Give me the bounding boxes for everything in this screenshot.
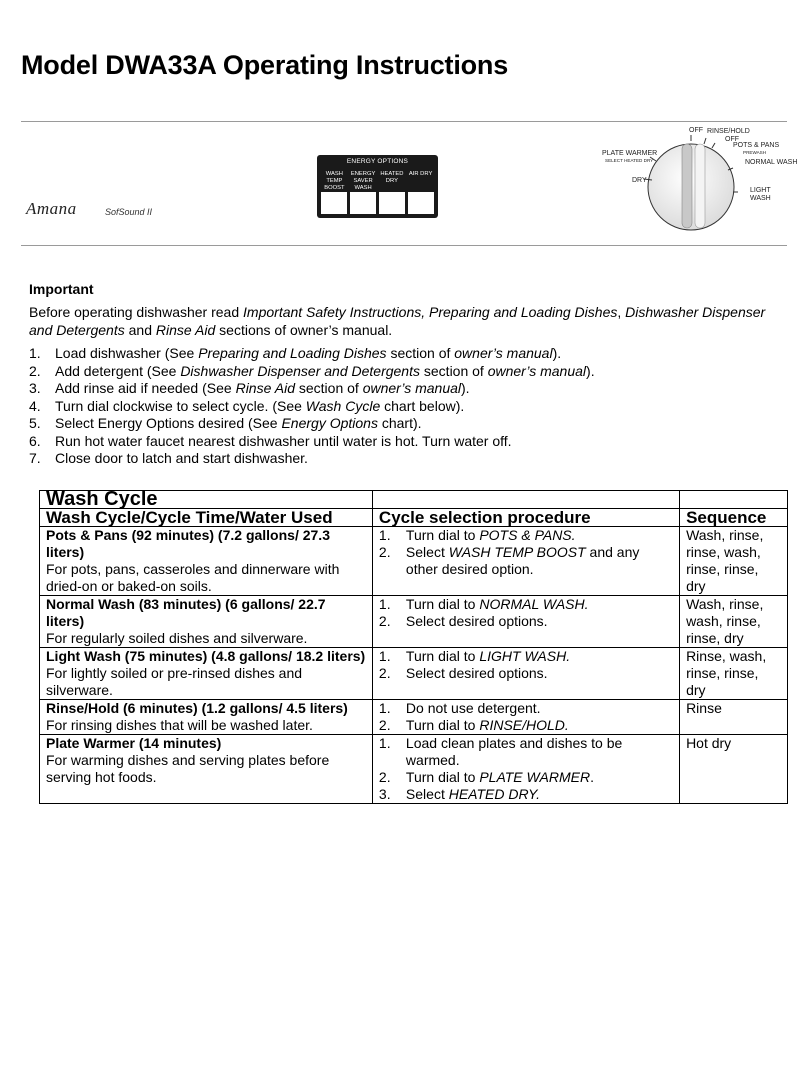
- cycle-name: Plate Warmer (14 minutes): [46, 735, 222, 751]
- procedure-cell: [372, 527, 679, 596]
- table-row: [40, 700, 788, 735]
- cycle-cell: [40, 527, 373, 596]
- option-wash-temp-boost: WASH TEMP BOOST: [324, 171, 345, 191]
- table-title: Wash Cycle: [40, 491, 373, 509]
- dial-label-plate-warmer: PLATE WARMER: [602, 150, 658, 157]
- intro-ref: Dishwasher Dispenser and Detergents: [29, 304, 766, 338]
- operating-steps: [29, 345, 595, 468]
- important-intro: [29, 304, 769, 339]
- procedure-step: 2. Select desired options.: [378, 613, 548, 629]
- important-heading: Important: [29, 281, 94, 297]
- intro-text: sections of owner’s manual.: [215, 321, 393, 338]
- step-item: [29, 450, 595, 468]
- step-text: Close door to latch and start dishwasher.: [55, 450, 308, 466]
- dial-label-normal-wash: NORMAL WASH: [745, 159, 798, 166]
- step-number: 5.: [29, 415, 41, 431]
- cycle-description: For pots, pans, casseroles and dinnerware with dried-on or baked-on soils.: [46, 561, 340, 594]
- option-energy-saver-wash: ENERGY SAVER WASH: [350, 171, 376, 191]
- cycle-description: For lightly soiled or pre-rinsed dishes and silverware.: [46, 665, 303, 698]
- cycle-cell: [40, 700, 373, 735]
- step-item: [29, 345, 595, 363]
- step-text: Select Energy Options desired (See Energy Options chart).: [55, 415, 422, 431]
- column-header: Cycle selection procedure: [372, 509, 679, 527]
- step-number: 4.: [29, 397, 41, 414]
- sequence-cell: Wash, rinse, rinse, wash, rinse, rinse, dry: [680, 527, 788, 596]
- table-row: [40, 596, 788, 648]
- step-number: 6.: [29, 432, 41, 449]
- option-button: [321, 192, 347, 214]
- step-item: [29, 363, 595, 381]
- intro-ref: Rinse Aid: [155, 321, 216, 338]
- page-title: Model DWA33A Operating Instructions: [21, 50, 509, 80]
- dial-label-select-heated-dry: SELECT HEATED DRY: [605, 158, 654, 163]
- option-button: [379, 192, 405, 214]
- procedure-step: 2. Select WASH TEMP BOOST and any other desired option.: [378, 544, 640, 577]
- cycle-dial: [640, 130, 740, 240]
- procedure-cell: [372, 700, 679, 735]
- procedure-step: 1. Turn dial to POTS & PANS.: [378, 527, 576, 543]
- cycle-cell: [40, 596, 373, 648]
- procedure-step: 1. Turn dial to NORMAL WASH.: [378, 596, 589, 612]
- intro-text: ,: [617, 304, 626, 320]
- step-number: 1.: [29, 345, 41, 361]
- sequence-cell: Hot dry: [680, 735, 788, 804]
- step-number: 3.: [29, 380, 41, 396]
- step-text: Add rinse aid if needed (See Rinse Aid section of owner’s manual).: [55, 380, 470, 396]
- step-text: Add detergent (See Dishwasher Dispenser and Detergents section of owner’s manual).: [55, 362, 595, 379]
- step-item: [29, 415, 595, 433]
- dial-label-prewash: PREWASH: [743, 150, 767, 155]
- table-cell: [372, 491, 679, 509]
- sequence-cell: Wash, rinse, wash, rinse, rinse, dry: [680, 596, 788, 648]
- cycle-name: Pots & Pans (92 minutes) (7.2 gallons/ 27.3 liters): [46, 527, 330, 560]
- dial-label-light-wash: LIGHT WASH: [750, 187, 771, 202]
- procedure-cell: [372, 648, 679, 700]
- step-text: Turn dial clockwise to select cycle. (See Wash Cycle chart below).: [55, 397, 465, 414]
- cycle-description: For rinsing dishes that will be washed later.: [46, 717, 313, 733]
- step-text: Load dishwasher (See Preparing and Loading Dishes section of owner’s manual).: [55, 345, 562, 361]
- cycle-name: Light Wash (75 minutes) (4.8 gallons/ 18.2 liters): [46, 648, 366, 664]
- intro-text: Before operating dishwasher read: [29, 304, 244, 320]
- procedure-step: 2. Select desired options.: [378, 665, 548, 681]
- step-number: 2.: [29, 362, 41, 379]
- wash-cycle-table: [39, 490, 788, 804]
- intro-text: and: [124, 321, 156, 338]
- column-header: Wash Cycle/Cycle Time/Water Used: [40, 509, 373, 527]
- procedure-step: 1. Turn dial to LIGHT WASH.: [378, 648, 571, 664]
- table-row: [40, 735, 788, 804]
- dial-label-off: OFF: [689, 127, 703, 134]
- step-item: [29, 380, 595, 398]
- dial-label-pots-pans: POTS & PANS: [733, 142, 780, 149]
- procedure-step: 2. Turn dial to RINSE/HOLD.: [378, 717, 569, 733]
- sequence-cell: Rinse, wash, rinse, rinse, dry: [680, 648, 788, 700]
- dial-label-off-2: OFF: [725, 136, 739, 143]
- option-air-dry: AIR DRY: [408, 171, 433, 177]
- option-button: [408, 192, 434, 214]
- cycle-name: Rinse/Hold (6 minutes) (1.2 gallons/ 4.5 liters): [46, 700, 348, 716]
- panel-divider: [21, 245, 787, 246]
- procedure-step: 2. Turn dial to PLATE WARMER.: [378, 769, 594, 785]
- top-divider: [21, 121, 787, 122]
- procedure-cell: [372, 735, 679, 804]
- energy-options-panel: [317, 155, 438, 218]
- procedure-cell: [372, 596, 679, 648]
- sequence-cell: Rinse: [680, 700, 788, 735]
- option-heated-dry: HEATED DRY: [380, 171, 404, 184]
- step-item: [29, 433, 595, 451]
- table-header-row: [40, 509, 788, 527]
- cycle-name: Normal Wash (83 minutes) (6 gallons/ 22.7 liters): [46, 596, 326, 629]
- procedure-step: 1. Load clean plates and dishes to be warmed.: [378, 735, 623, 768]
- dial-label-rinse-hold: RINSE/HOLD: [707, 128, 750, 135]
- step-text: Run hot water faucet nearest dishwasher until water is hot. Turn water off.: [55, 432, 512, 449]
- step-number: 7.: [29, 450, 41, 466]
- cycle-cell: [40, 648, 373, 700]
- energy-options-title: ENERGY OPTIONS: [346, 158, 409, 165]
- model-label: SofSound II: [105, 207, 153, 217]
- option-button: [350, 192, 376, 214]
- step-item: [29, 398, 595, 416]
- intro-ref: Important Safety Instructions, Preparing and Loading Dishes: [243, 304, 618, 320]
- table-cell: [680, 491, 788, 509]
- dial-label-dry: DRY: [632, 177, 647, 184]
- procedure-step: 3. Select HEATED DRY.: [378, 786, 541, 802]
- column-header: Sequence: [680, 509, 788, 527]
- table-row: [40, 648, 788, 700]
- procedure-step: 1. Do not use detergent.: [378, 700, 541, 716]
- table-row: [40, 527, 788, 596]
- cycle-description: For warming dishes and serving plates before serving hot foods.: [46, 752, 330, 785]
- cycle-description: For regularly soiled dishes and silverware.: [46, 630, 308, 646]
- brand-logo: Amana: [26, 199, 77, 218]
- table-title-row: [40, 491, 788, 509]
- cycle-cell: [40, 735, 373, 804]
